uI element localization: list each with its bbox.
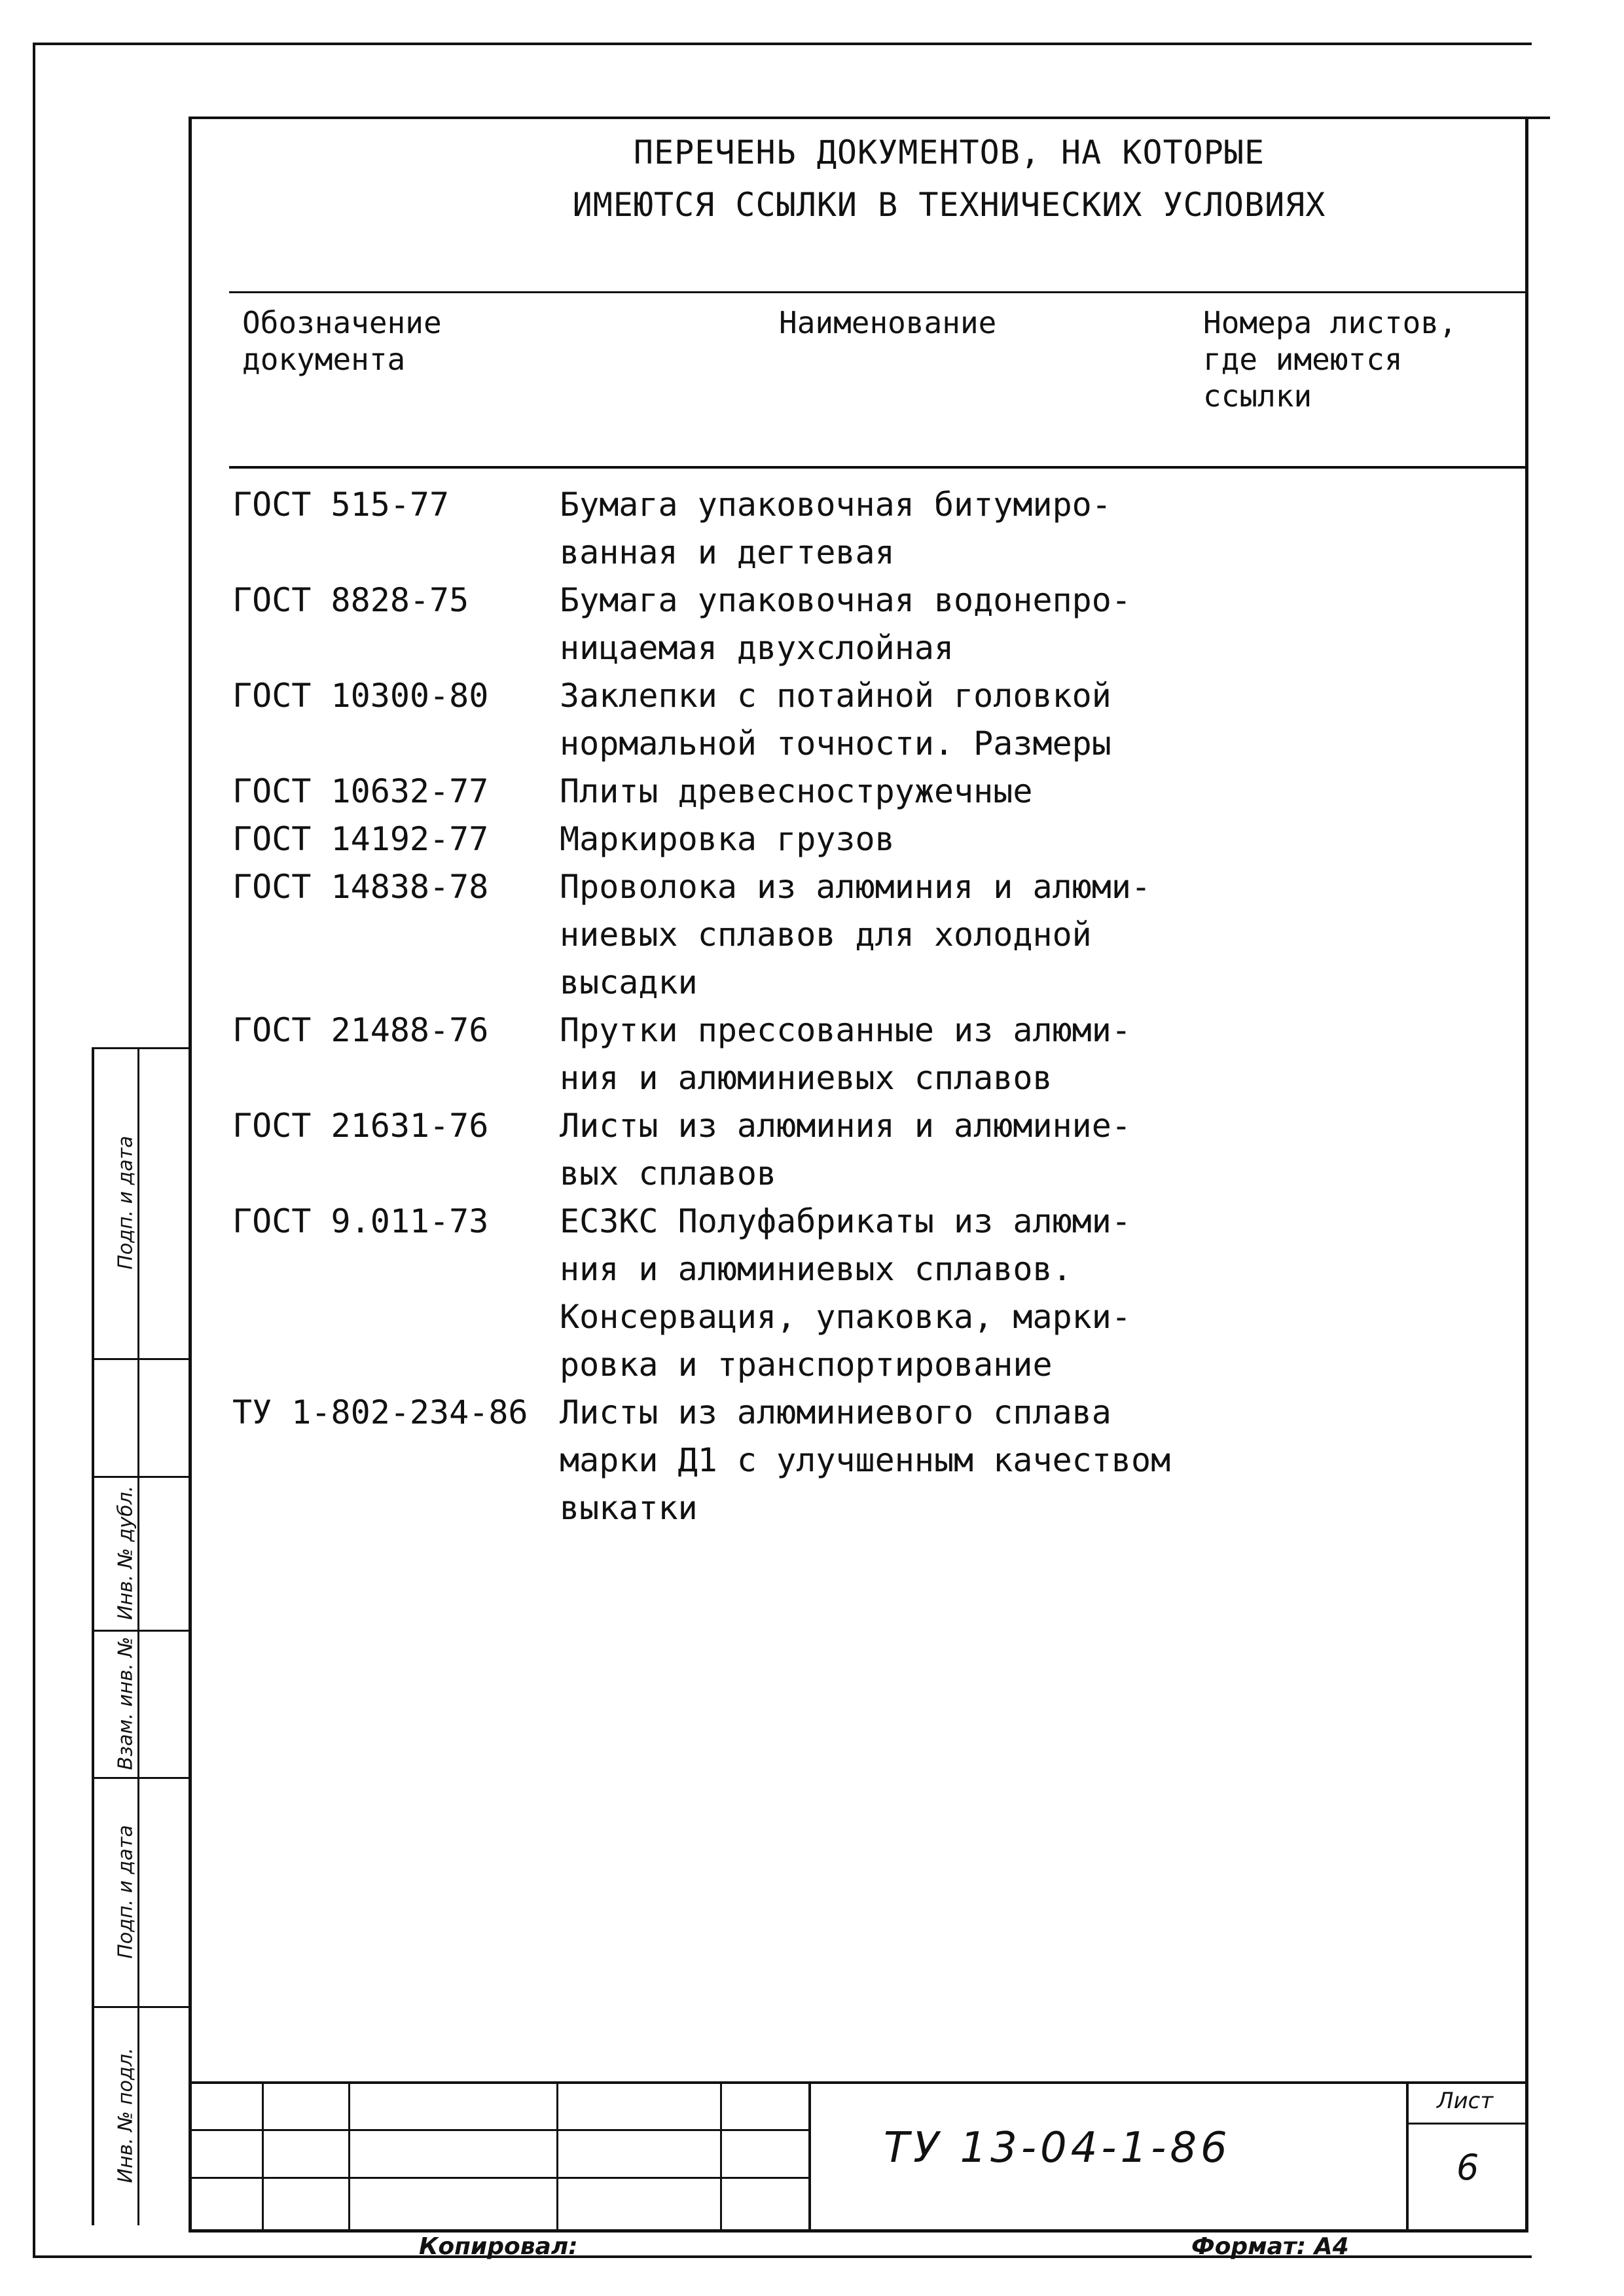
table-header-top-rule xyxy=(229,291,1525,293)
inner-frame-bottom xyxy=(189,2229,1528,2233)
page-title-line2: ИМЕЮТСЯ ССЫЛКИ В ТЕХНИЧЕСКИХ УСЛОВИЯХ xyxy=(572,186,1326,224)
footer-copied: Копировал: xyxy=(419,2233,578,2260)
stamp-sheet-number: 6 xyxy=(1456,2147,1479,2188)
binding-divider-2 xyxy=(92,1476,190,1478)
stamp-col-6 xyxy=(1406,2081,1409,2231)
side-label-podp-data-2: Подп. и дата xyxy=(114,1136,137,1270)
stamp-row-2 xyxy=(189,2177,810,2179)
header-designation: Обозначение документа xyxy=(242,305,442,377)
inner-frame-top xyxy=(189,117,1550,119)
stamp-col-3 xyxy=(556,2081,558,2231)
binding-divider-5 xyxy=(92,2006,190,2008)
stamp-sheet-divider xyxy=(1406,2123,1528,2125)
binding-strip-top xyxy=(92,1047,190,1049)
header-name: Наименование xyxy=(779,305,997,340)
side-label-vzam-inv: Взам. инв. № xyxy=(114,1636,137,1770)
stamp-top xyxy=(189,2081,1528,2084)
footer-format: Формат: А4 xyxy=(1191,2233,1349,2260)
binding-divider-3 xyxy=(92,1630,190,1632)
side-label-inv-dubl: Инв. № дубл. xyxy=(114,1485,137,1621)
stamp-col-1 xyxy=(262,2081,264,2231)
stamp-col-2 xyxy=(348,2081,350,2231)
inner-frame-right xyxy=(1525,117,1528,2231)
outer-frame-top xyxy=(33,43,1532,45)
side-label-podp-data-1: Подп. и дата xyxy=(114,1825,137,1959)
binding-divider-1 xyxy=(92,1358,190,1360)
stamp-sheet-label: Лист xyxy=(1437,2088,1494,2114)
binding-strip-mid xyxy=(137,1047,139,2225)
binding-strip-left xyxy=(92,1047,94,2225)
stamp-col-5 xyxy=(808,2081,811,2231)
stamp-row-1 xyxy=(189,2129,810,2131)
page-title-line1: ПЕРЕЧЕНЬ ДОКУМЕНТОВ, НА КОТОРЫЕ xyxy=(633,134,1265,171)
header-sheets: Номера листов, где имеются ссылки xyxy=(1203,305,1457,414)
side-label-inv-podl: Инв. № подл. xyxy=(114,2047,137,2183)
binding-divider-4 xyxy=(92,1777,190,1779)
stamp-col-4 xyxy=(720,2081,722,2231)
outer-frame-left xyxy=(33,43,35,2258)
stamp-doc-code: ТУ 13-04-1-86 xyxy=(884,2124,1231,2172)
table-header-bottom-rule xyxy=(229,466,1525,469)
inner-frame-left xyxy=(189,117,192,2231)
